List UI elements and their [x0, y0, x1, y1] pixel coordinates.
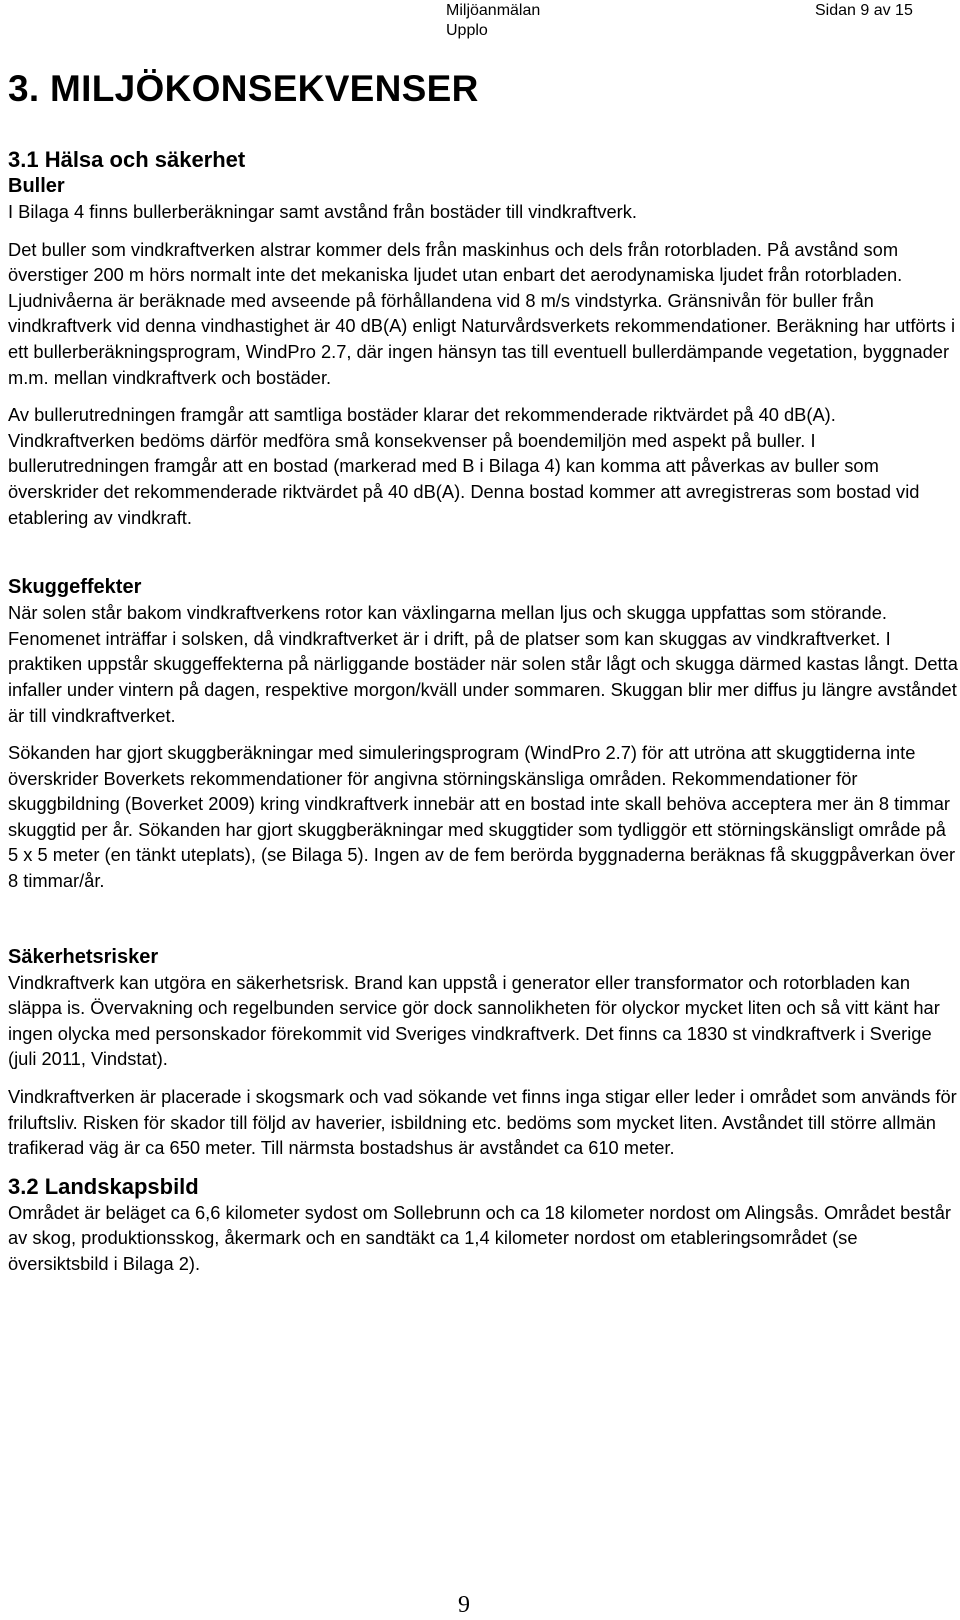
- paragraph-skugg-1: När solen står bakom vindkraftverkens rotor kan växlingarna mellan ljus och skugga uppfattas som störande. Fenomenet inträffar i solsken, då vindkraftverket är i drift, på de platser som kan skuggas av vindkraftverket. I praktiken uppstår skuggeffekterna på närliggande bostäder när solen står lågt och skugga därmed kastas långt. Detta infaller under vintern på dagen, respektive morgon/kväll under sommaren. Skuggan blir mer diffus ju längre avståndet är till vindkraftverket.: [8, 602, 958, 726]
- paragraph-landskap-1: Området är beläget ca 6,6 kilometer sydost om Sollebrunn och ca 18 kilometer nordost om Alingsås. Området består av skog, produktionsskog, åkermark och en sandtäkt ca 1,4 kilometer nordost om etableringsområdet (se översiktsbild i Bilaga 2).: [8, 1201, 951, 1274]
- paragraph-skugg-2: Sökanden har gjort skuggberäkningar med simuleringsprogram (WindPro 2.7) för att utröna att skuggtiderna inte överskrider Boverkets rekommendationer för angivna störningskänsliga områden. Rekommendationer för skuggbildning (Boverket 2009) kring vindkraftverk innebär att en bostad inte skall behöva acceptera mer än 8 timmar skuggtid per år. Sökanden har gjort skuggberäkningar med skuggtider som tydliggör ett störningskänsligt område på 5 x 5 meter (en tänkt uteplats), (se Bilaga 5). Ingen av de fem berörda byggnaderna beräknas få skuggpåverkan över 8 timmar/år.: [8, 742, 956, 892]
- subheading-sakerhetsrisker: Säkerhetsrisker: [8, 945, 159, 968]
- paragraph-sakerhet-2: Vindkraftverken är placerade i skogsmark och vad sökande vet finns inga stigar eller leder i området som används för friluftsliv. Risken för skador till följd av haverier, isbildning etc. bedöms som mycket liten. Avståndet till större allmän trafikerad väg är ca 650 meter. Till närmsta bostadshus är avståndet ca 610 meter.: [8, 1086, 957, 1159]
- section-heading-3-2: 3.2 Landskapsbild: [8, 1173, 199, 1199]
- paragraph-buller-2: Det buller som vindkraftverken alstrar kommer dels från maskinhus och dels från rotorbladen. På avstånd som överstiger 200 m hörs normalt inte det mekaniska ljudet utan enbart det aerodynamiska ljudet från rotorbladen. Ljudnivåerna är beräknade med avseende på förhållandena vid 8 m/s vindstyrka. Gränsnivån för buller från vindkraftverk vid denna vindhastighet är 40 dB(A) enligt Naturvårdsverkets rekommendationer. Beräkning har utförts i ett bullerberäkningsprogram, WindPro 2.7, där ingen hänsyn tas till eventuell bullerdämpande vegetation, byggnader m.m. mellan vindkraftverk och bostäder.: [8, 238, 956, 388]
- paragraph-buller-1: I Bilaga 4 finns bullerberäkningar samt avstånd från bostäder till vindkraftverk.: [8, 201, 637, 222]
- subheading-buller: Buller: [8, 175, 65, 197]
- paragraph-buller-3: Av bullerutredningen framgår att samtliga bostäder klarar det rekommenderade riktvärdet på 40 dB(A). Vindkraftverken bedöms därför medföra små konsekvenser på boendemiljön med aspekt på buller. I bullerutredningen framgår att en bostad (markerad med B i Bilaga 4) kan komma att påverkas av buller som överskrider det rekommenderade riktvärdet på 40 dB(A). Denna bostad kommer att avregistreras som bostad vid etablering av vindkraft.: [8, 404, 920, 528]
- document-body: [8, 146, 960, 1277]
- header-page-indicator: Sidan 9 av 15: [815, 2, 913, 19]
- chapter-title: 3. MILJÖKONSEKVENSER: [8, 68, 479, 109]
- footer-page-number: 9: [458, 1592, 470, 1618]
- subheading-skuggeffekter: Skuggeffekter: [8, 576, 142, 599]
- section-heading-3-1: 3.1 Hälsa och säkerhet: [8, 147, 246, 172]
- header-app-name: Miljöanmälan: [446, 2, 541, 19]
- header-place: Upplo: [446, 22, 488, 39]
- paragraph-sakerhet-1: Vindkraftverk kan utgöra en säkerhetsrisk. Brand kan uppstå i generator eller transformator och rotorbladen kan släppa is. Övervakning och regelbunden service gör dock sannolikheten för olyckor mycket liten och så vitt känt har ingen olycka med personskador förekommit vid Sveriges vindkraftverk. Det finns ca 1830 st vindkraftverk i Sverige (juli 2011, Vindstat).: [8, 971, 940, 1070]
